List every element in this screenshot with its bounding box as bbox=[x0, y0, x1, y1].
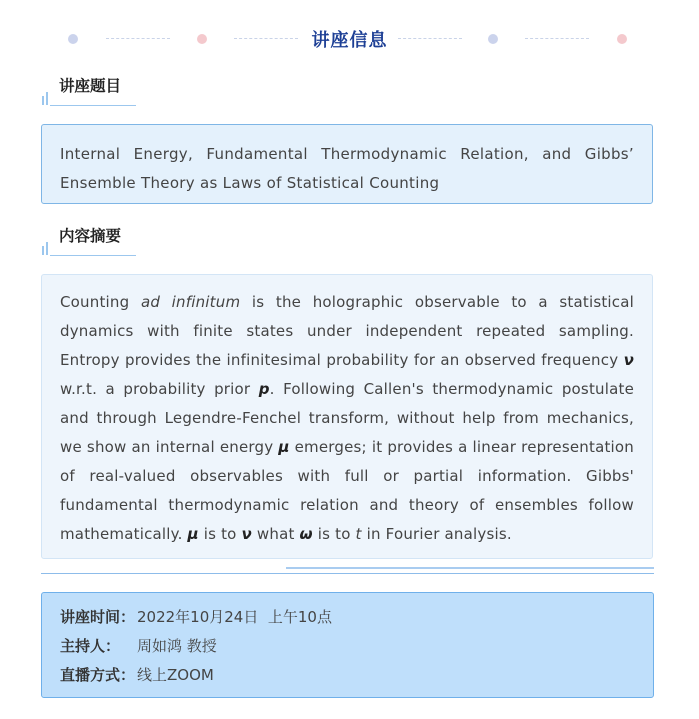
divider-line bbox=[41, 573, 654, 574]
abstract-box bbox=[41, 274, 653, 559]
info-row-host bbox=[60, 632, 635, 661]
abstract-heading bbox=[42, 224, 142, 256]
time-value: 2022年10月24日 上午10点 bbox=[137, 608, 332, 626]
abstract-segment: is the holographic observable to a statistical dynamics with finite states under independent repeated sampling. Entropy provides the infinitesimal probability for an observed frequency bbox=[60, 293, 635, 369]
divider-line bbox=[286, 567, 654, 569]
time-label: 讲座时间： bbox=[60, 608, 136, 626]
host-label: 主持人： bbox=[60, 637, 121, 655]
topic-box bbox=[41, 124, 653, 204]
heading-bar-icon bbox=[42, 96, 44, 105]
topic-heading bbox=[42, 74, 142, 106]
info-row-time bbox=[60, 603, 635, 632]
abstract-segment: is to bbox=[312, 525, 356, 543]
abstract-segment: what bbox=[251, 525, 300, 543]
mode-label: 直播方式： bbox=[60, 666, 136, 684]
abstract-segment: μ bbox=[278, 438, 290, 456]
topic-text: Internal Energy, Fundamental Thermodynamic Relation, and Gibbs’ Ensemble Theory as Laws of Statistical Counting bbox=[60, 145, 634, 192]
dashed-divider bbox=[398, 38, 462, 39]
abstract-segment: in Fourier analysis. bbox=[361, 525, 512, 543]
dashed-divider bbox=[525, 38, 589, 39]
topic-heading-label: 讲座题目 bbox=[59, 77, 122, 95]
abstract-segment: . Following Callen's thermodynamic postulate and through Legendre-Fenchel transform, without help from mechanics, we show an internal energy bbox=[60, 380, 634, 456]
host-value: 周如鸿 教授 bbox=[137, 637, 217, 655]
decor-dot-icon bbox=[488, 34, 498, 44]
abstract-segment: emerges; it provides a linear representation of real-valued observables with full or partial information. Gibbs' fundamental thermodynamic relation and theory of ensembles follow mathematically. bbox=[60, 438, 634, 543]
abstract-segment: ω bbox=[299, 525, 313, 543]
heading-bar-icon bbox=[42, 246, 44, 255]
abstract-segment: μ bbox=[187, 525, 199, 543]
abstract-segment: w.r.t. a probability prior bbox=[60, 380, 259, 398]
abstract-heading-label: 内容摘要 bbox=[59, 227, 122, 245]
info-box bbox=[41, 592, 654, 698]
page-title: 讲座信息 bbox=[311, 30, 388, 51]
section-header bbox=[0, 22, 699, 56]
mode-value: 线上ZOOM bbox=[137, 666, 214, 684]
abstract-segment: t bbox=[355, 525, 362, 543]
abstract-segment: p bbox=[258, 380, 270, 398]
abstract-segment: Counting bbox=[60, 293, 141, 311]
abstract-segment: ν bbox=[241, 525, 252, 543]
heading-underline bbox=[50, 255, 136, 256]
decor-dot-icon bbox=[617, 34, 627, 44]
abstract-segment: ν bbox=[623, 351, 634, 369]
abstract-segment: is to bbox=[198, 525, 242, 543]
heading-underline bbox=[50, 105, 136, 106]
abstract-text bbox=[60, 293, 634, 543]
heading-bar-icon bbox=[46, 92, 48, 105]
heading-bar-icon bbox=[46, 242, 48, 255]
abstract-segment: ad infinitum bbox=[140, 293, 241, 311]
info-row-mode bbox=[60, 661, 635, 690]
